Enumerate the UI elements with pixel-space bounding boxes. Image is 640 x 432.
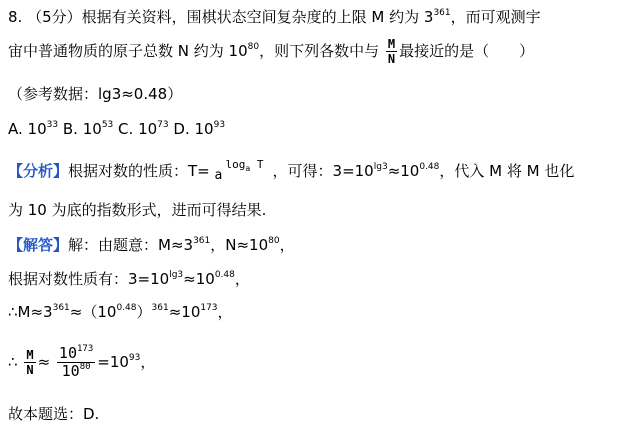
fraction-m-over-n: $\frac{M}{N}$ — [26, 348, 34, 377]
exponent: 361 — [433, 8, 451, 18]
fraction-powers-of-ten: $\frac{10^{173}}{10^{80}}$ — [58, 344, 94, 380]
question-text: 根据有关资料，围棋状态空间复杂度的上限 M 约为 3 — [81, 8, 434, 26]
question-number: 8. — [8, 8, 23, 26]
solution-line-1: 【解答】解：由题意：$M\approx 3^{361}$，$N\approx 10^{80}$， — [8, 236, 295, 254]
exponent: 80 — [247, 42, 260, 52]
options-row — [8, 118, 225, 140]
fraction-numerator: M — [387, 37, 396, 51]
option-b: B. $10^{53}$ — [62, 120, 114, 138]
question-text: 宙中普通物质的原子总数 N 约为 10 — [8, 42, 248, 60]
reference-data: （参考数据：lg3≈0.48） — [8, 85, 183, 103]
option-c: C. $10^{73}$ — [118, 120, 169, 138]
exponent: 0.48 — [419, 162, 440, 172]
solution-line-3: $\therefore M\approx 3^{361}\approx(10^{0.48})^{361}\approx 10^{173}$， — [8, 303, 233, 321]
solution-line-2: 根据对数性质有：$3=10^{lg3}\approx 10^{0.48}$， — [8, 270, 250, 288]
question-points: （5分） — [27, 8, 82, 26]
exponent: lg3 — [373, 162, 388, 172]
answer-line: 故本题选：D. — [8, 405, 100, 423]
log-identity: a $\log_a T$ — [214, 157, 264, 183]
analysis-tag: 【分析】 — [8, 162, 69, 180]
analysis-text: ≈10 — [387, 162, 420, 180]
option-a: A. $10^{33}$ — [8, 120, 59, 138]
question-text: ，而可观测宇 — [450, 8, 541, 26]
analysis-line-2: 为 10 为底的指数形式，进而可得结果. — [8, 201, 267, 219]
fraction-m-over-n — [386, 38, 397, 65]
question-line-1 — [8, 6, 541, 28]
option-d: D. $10^{93}$ — [173, 120, 226, 138]
fraction-denominator: N — [387, 52, 396, 66]
analysis-text: 根据对数的性质：T= — [68, 162, 210, 180]
analysis-line-1 — [8, 157, 575, 183]
analysis-text: ，可得：3=10 — [272, 162, 374, 180]
question-text: ，则下列各数中与 — [259, 42, 380, 60]
question-line-2 — [8, 38, 534, 65]
solution-ratio-line: ∴ $\frac{M}{N}$ ≈ $\frac{10^{173}}{10^{80}}$ $=10^{93}$， — [8, 344, 156, 380]
solution-tag: 【解答】 — [8, 236, 69, 254]
question-text: 最接近的是（ ） — [399, 42, 535, 60]
analysis-text: ，代入 M 将 M 也化 — [439, 162, 575, 180]
